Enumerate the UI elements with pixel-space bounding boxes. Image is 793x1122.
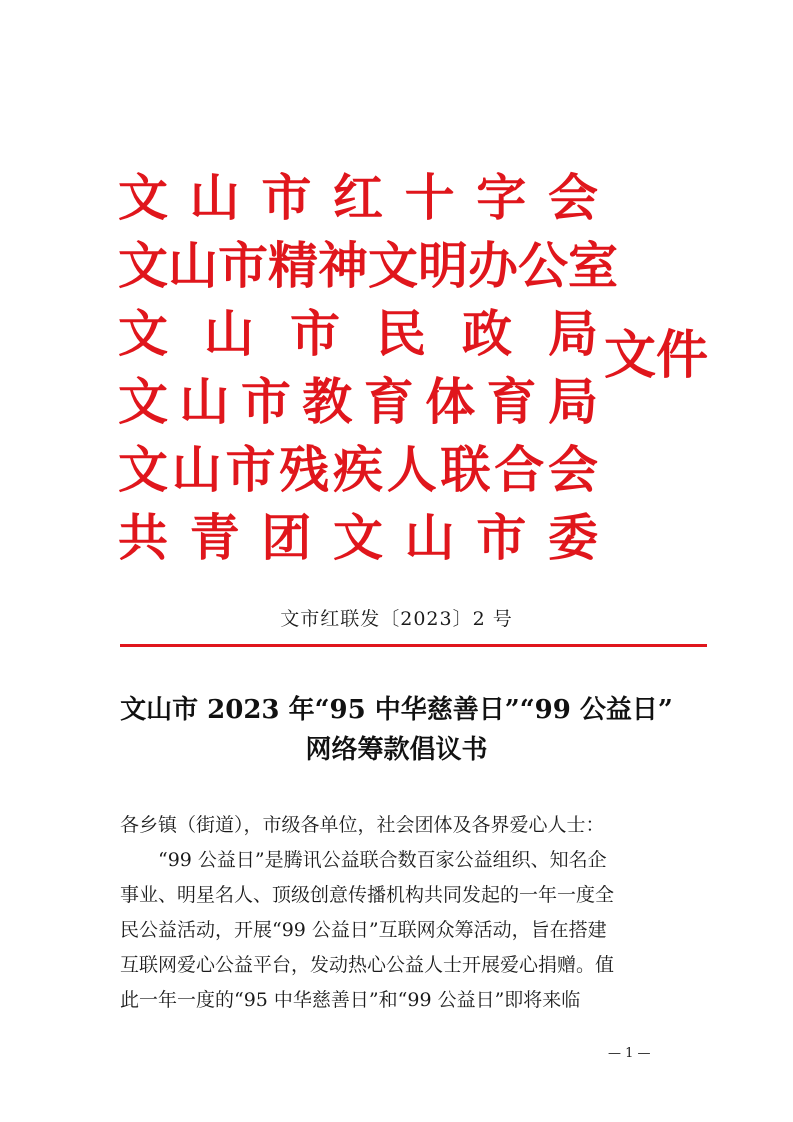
issuer-char: 疾 (333, 440, 383, 499)
issuer-char: 人 (386, 440, 437, 499)
issuer-char: 市 (225, 440, 276, 499)
document-number: 文市红联发〔2023〕2 号 (280, 608, 513, 630)
issuer-char: 神 (318, 236, 368, 295)
issuer-char: 体 (425, 372, 476, 431)
issuer-char: 局 (548, 304, 598, 363)
document-type-label: 文件 (604, 325, 709, 386)
issuer-char: 团 (261, 508, 312, 567)
issuer-char: 字 (476, 168, 527, 227)
issuer-char: 文 (118, 168, 168, 227)
issuer-char: 市 (476, 508, 527, 567)
title-line-2: 网络筹款倡议书 (305, 735, 488, 765)
issuer-block (118, 164, 618, 572)
issuer-char: 局 (547, 372, 598, 431)
issuer-char: 十 (404, 168, 455, 227)
issuer-char: 市 (240, 372, 291, 431)
issuer-char: 山 (404, 508, 455, 567)
issuer-char: 山 (189, 168, 240, 227)
red-header-divider (120, 644, 707, 647)
issuer-char: 民 (376, 304, 426, 363)
document-title (100, 690, 693, 770)
issuer-char: 会 (548, 440, 598, 499)
paragraph-line: 民公益活动，开展“99 公益日”互联网众筹活动，旨在搭建 (120, 919, 607, 941)
issuer-char: 文 (118, 304, 168, 363)
document-body (120, 808, 680, 1018)
issuer-char: 合 (494, 440, 545, 499)
issuer-char: 文 (118, 372, 168, 431)
issuer-char: 公 (518, 236, 568, 295)
issuer-char: 文 (118, 236, 168, 295)
issuer-char: 市 (261, 168, 312, 227)
issuer-char: 山 (168, 236, 218, 295)
issuer-char: 文 (368, 236, 418, 295)
issuer-char: 共 (118, 508, 168, 567)
issuer-education-sports (118, 368, 598, 436)
salutation: 各乡镇（街道），市级各单位，社会团体及各界爱心人士： (120, 814, 605, 836)
paragraph-line: 事业、明星名人、顶级创意传播机构共同发起的一年一度全 (120, 884, 615, 906)
issuer-civil-affairs (118, 300, 598, 368)
issuer-char: 委 (547, 508, 598, 567)
issuer-char: 红 (332, 168, 383, 227)
issuer-civilization-office (118, 232, 618, 300)
issuer-char: 育 (363, 372, 414, 431)
issuer-char: 文 (118, 440, 168, 499)
issuer-char: 联 (440, 440, 491, 499)
issuer-youth-league (118, 504, 598, 572)
issuer-char: 明 (418, 236, 468, 295)
issuer-char: 市 (218, 236, 268, 295)
issuer-char: 室 (568, 236, 618, 295)
issuer-char: 政 (462, 304, 512, 363)
issuer-char: 市 (290, 304, 340, 363)
issuer-red-cross (118, 164, 598, 232)
issuer-char: 残 (279, 440, 330, 499)
issuer-char: 育 (486, 372, 537, 431)
paragraph-line: 互联网爱心公益平台，发动热心公益人士开展爱心捐赠。值 (120, 954, 615, 976)
paragraph-line: “99 公益日”是腾讯公益联合数百家公益组织、知名企 (158, 849, 607, 871)
issuer-char: 山 (171, 440, 222, 499)
title-line-1: 文山市 2023 年“95 中华慈善日”“99 公益日” (120, 695, 673, 725)
paragraph-line: 此一年一度的“95 中华慈善日”和“99 公益日”即将来临 (120, 989, 581, 1011)
issuer-char: 会 (547, 168, 598, 227)
issuer-char: 精 (268, 236, 318, 295)
issuer-char: 山 (204, 304, 254, 363)
issuer-char: 教 (302, 372, 353, 431)
issuer-char: 山 (179, 372, 230, 431)
page-number: — 1 — (608, 1046, 651, 1061)
issuer-char: 文 (332, 508, 383, 567)
issuer-char: 青 (189, 508, 240, 567)
issuer-char: 办 (468, 236, 518, 295)
issuer-disabled-federation (118, 436, 598, 504)
